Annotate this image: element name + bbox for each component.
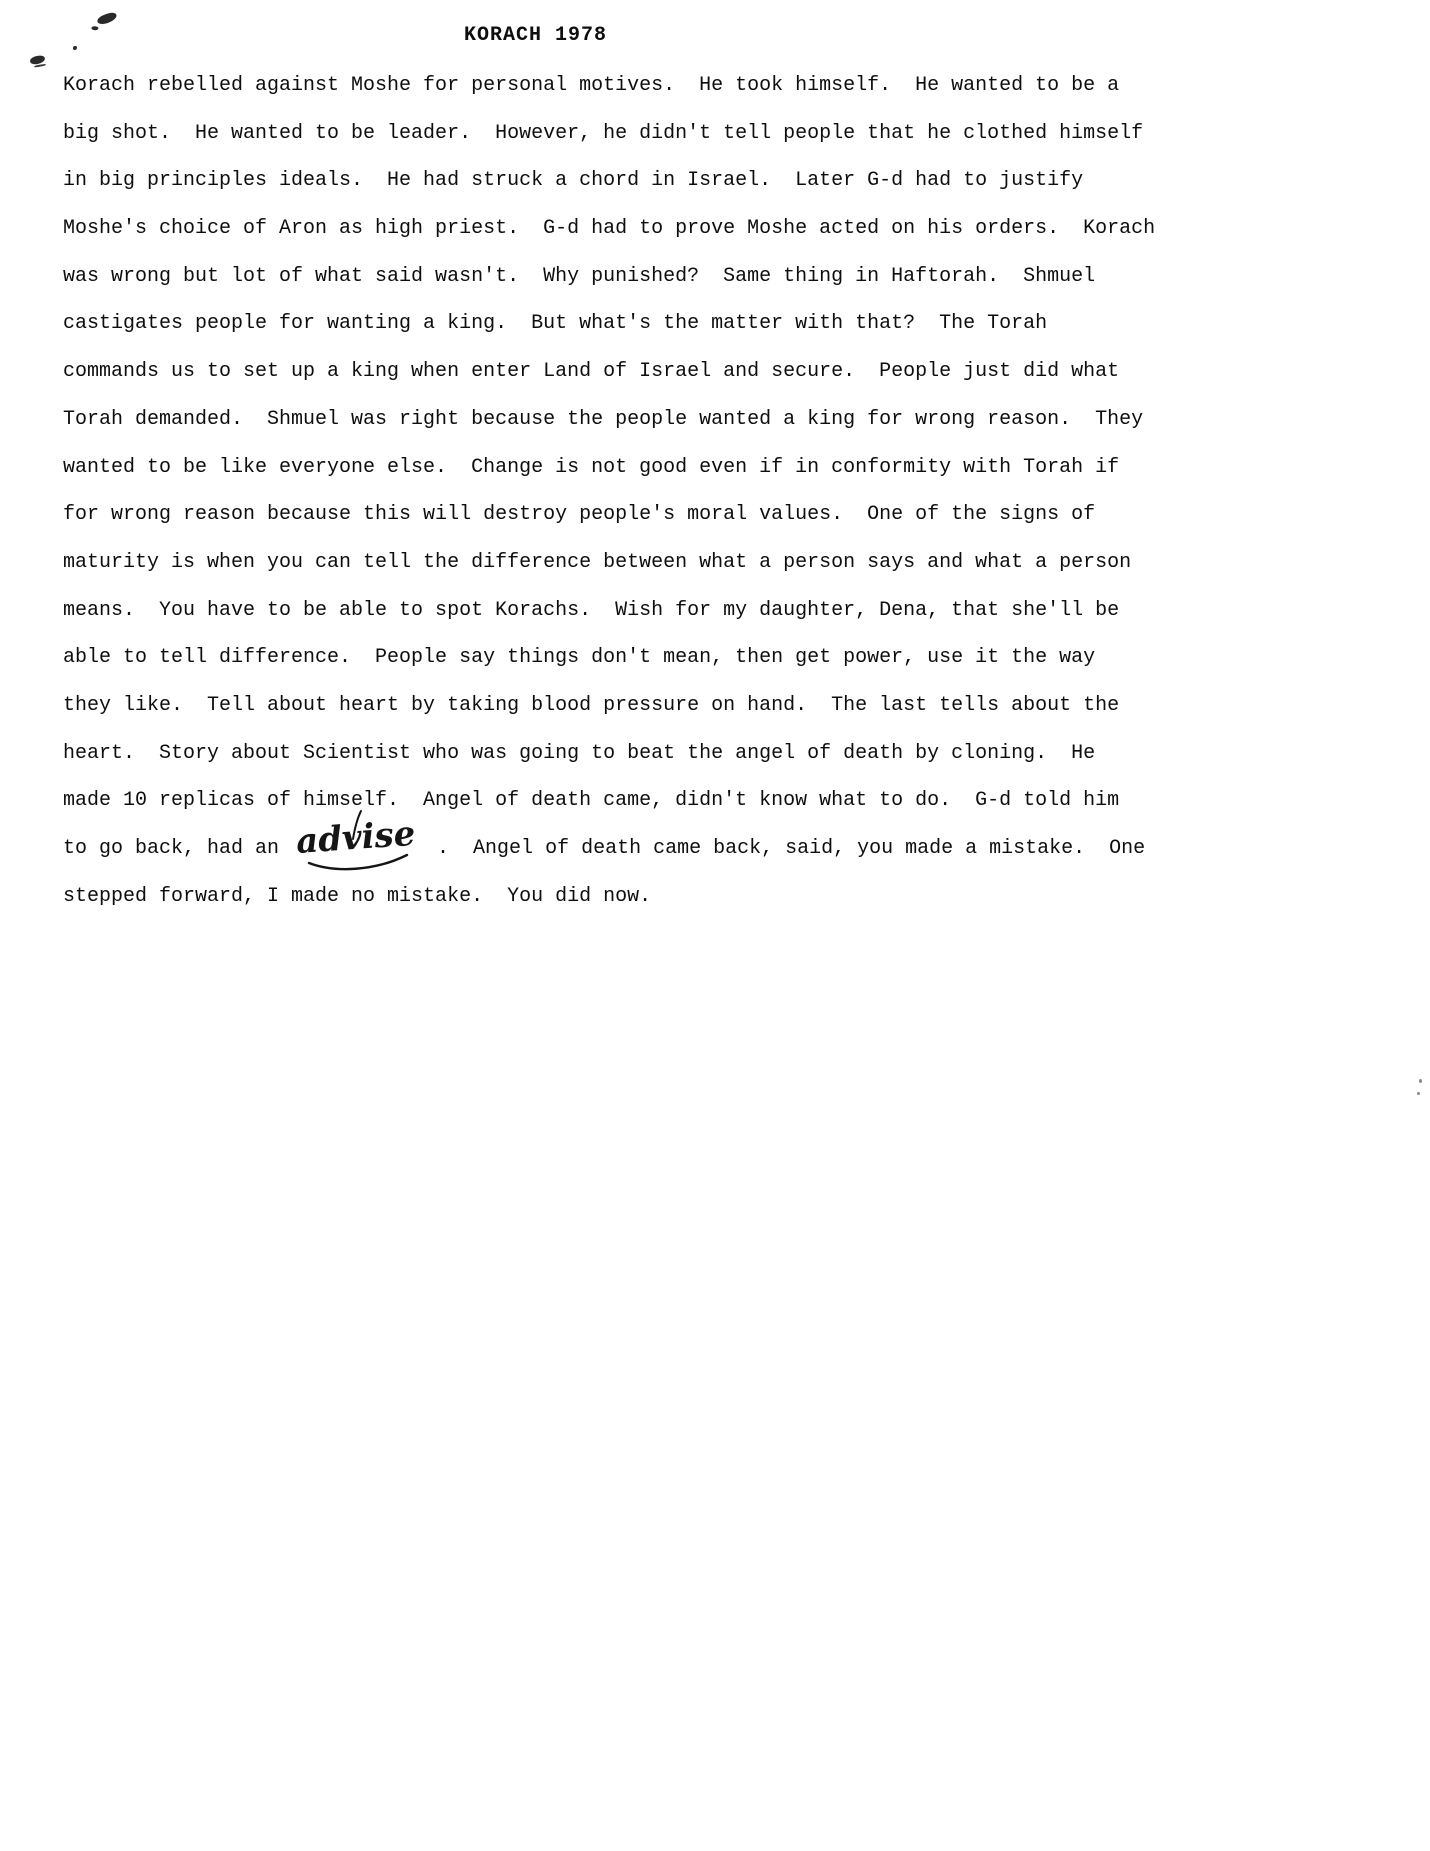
text-line: wanted to be like everyone else. Change is not good even if in conformity with Torah if [63, 455, 1120, 479]
document-body [63, 62, 1383, 920]
ink-speck [1419, 1079, 1422, 1083]
text-line: for wrong reason because this will destroy people's moral values. One of the signs of [63, 503, 1096, 527]
typed-suffix: . Angel of death came back, said, you made a mistake. One [437, 837, 1146, 860]
typed-prefix: to go back, had an [63, 837, 280, 860]
text-line: able to tell difference. People say things don't mean, then get power, use it the way [63, 646, 1096, 670]
text-line: means. You have to be able to spot Korachs. Wish for my daughter, Dena, that she'll be [63, 598, 1120, 622]
text-line: Korach rebelled against Moshe for personal motives. He took himself. He wanted to be a [63, 74, 1120, 97]
text-line: commands us to set up a king when enter Land of Israel and secure. People just did what [63, 360, 1120, 384]
text-line: castigates people for wanting a king. But what's the matter with that? The Torah [63, 312, 1048, 336]
text-line: in big principles ideals. He had struck a chord in Israel. Later G-d had to justify [63, 169, 1084, 193]
text-line: heart. Story about Scientist who was going to beat the angel of death by cloning. He [63, 741, 1096, 765]
text-line-with-handwriting [63, 813, 1383, 873]
ink-smudge [73, 46, 77, 50]
handwritten-annotation [295, 813, 423, 881]
text-line: made 10 replicas of himself. Angel of death came, didn't know what to do. G-d told him [63, 789, 1120, 813]
text-line: was wrong but lot of what said wasn't. Why punished? Same thing in Haftorah. Shmuel [63, 264, 1096, 288]
text-line: big shot. He wanted to be leader. However, he didn't tell people that he clothed himself [63, 121, 1144, 145]
text-line: stepped forward, I made no mistake. You did now. [63, 884, 652, 908]
page-title: KORACH 1978 [464, 24, 608, 47]
ink-speck [1417, 1092, 1420, 1095]
text-line: maturity is when you can tell the difference between what a person says and what a person [63, 550, 1132, 574]
text-line: Moshe's choice of Aron as high priest. G-d had to prove Moshe acted on his orders. Korach [63, 217, 1156, 241]
text-line: they like. Tell about heart by taking blood pressure on hand. The last tells about the [63, 693, 1120, 717]
handwritten-word: advise [295, 813, 417, 862]
ink-smudge [96, 11, 118, 26]
text-line: Torah demanded. Shmuel was right because the people wanted a king for wrong reason. They [63, 407, 1144, 431]
ink-smudge [29, 55, 45, 65]
